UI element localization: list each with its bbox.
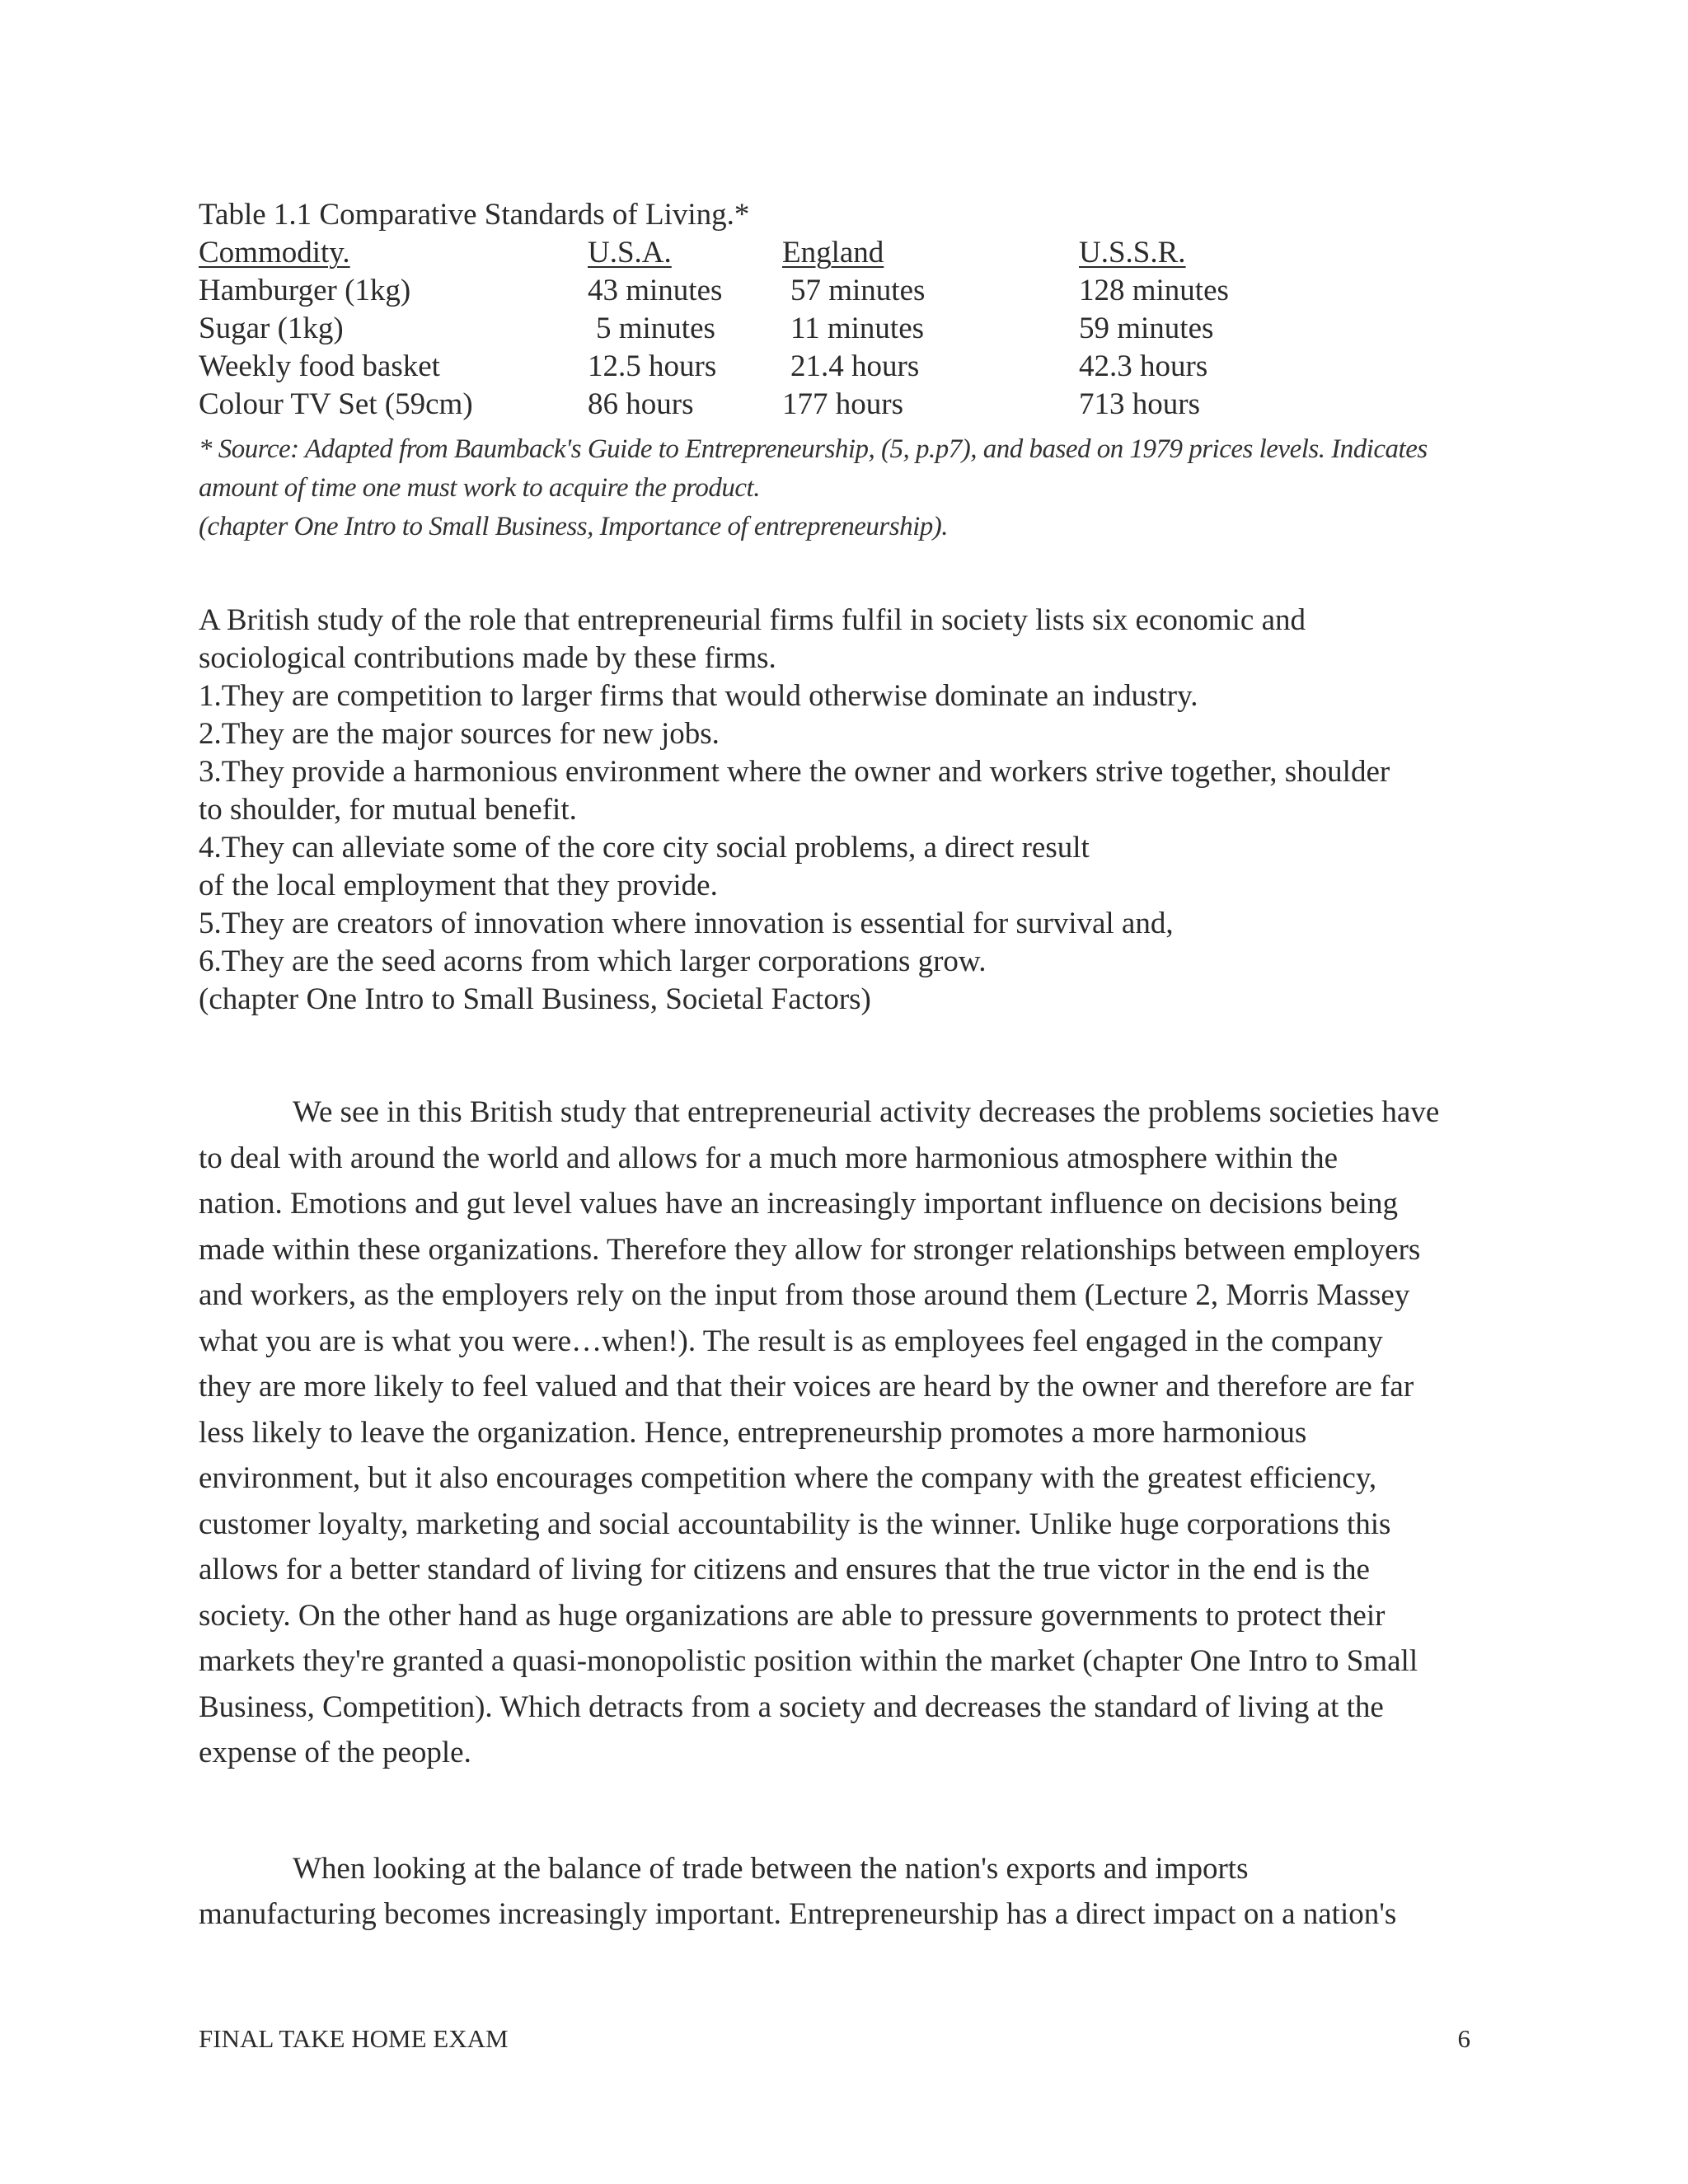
footer-title: FINAL TAKE HOME EXAM	[199, 2024, 509, 2053]
study-item: 2.They are the major sources for new jobs.	[199, 717, 720, 751]
table-cell: 57 minutes	[790, 274, 926, 307]
table-header-row	[199, 234, 1326, 272]
table-cell: Sugar (1kg)	[199, 312, 344, 345]
essay-paragraph-2	[199, 1846, 1484, 1937]
table-cell: 42.3 hours	[1079, 349, 1208, 383]
study-citation: (chapter One Intro to Small Business, Societal Factors)	[199, 982, 871, 1016]
table-cell: Weekly food basket	[199, 349, 440, 383]
study-item: to shoulder, for mutual benefit.	[199, 793, 577, 827]
paragraph-line: allows for a better standard of living for citizens and ensures that the true victor in the end is the	[199, 1553, 1370, 1586]
paragraph-line: made within these organizations. Therefore they allow for stronger relationships between employers	[199, 1232, 1421, 1267]
study-item: 4.They can alleviate some of the core city social problems, a direct result	[199, 831, 1090, 865]
header-england: England	[782, 236, 884, 269]
table-cell: 43 minutes	[588, 274, 723, 307]
table-cell: 177 hours	[782, 387, 903, 421]
table-cell: 59 minutes	[1079, 312, 1214, 345]
table-cell: 5 minutes	[596, 312, 715, 345]
study-item: 6.They are the seed acorns from which larger corporations grow.	[199, 944, 987, 978]
paragraph-line	[199, 1090, 1484, 1136]
paragraph-line: they are more likely to feel valued and that their voices are heard by the owner and therefore are far	[199, 1370, 1414, 1404]
standards-table	[199, 234, 1326, 424]
paragraph-line: what you are is what you were…when!). The result is as employees feel engaged in the company	[199, 1324, 1383, 1358]
paragraph-line: society. On the other hand as huge organizations are able to pressure governments to protect their	[199, 1598, 1386, 1633]
header-usa: U.S.A.	[588, 236, 672, 269]
table-row	[199, 348, 1326, 386]
table-cell: 21.4 hours	[790, 349, 920, 383]
paragraph-line: customer loyalty, marketing and social accountability is the winner. Unlike huge corporations this	[199, 1507, 1391, 1541]
header-commodity: Commodity.	[199, 236, 350, 269]
british-study-list	[199, 602, 1484, 1019]
table-caption: Table 1.1 Comparative Standards of Living.*	[199, 198, 750, 232]
note-line: (chapter One Intro to Small Business, Importance of entrepreneurship).	[199, 512, 949, 541]
paragraph-line	[199, 1846, 1484, 1891]
paragraph-line: environment, but it also encourages competition where the company with the greatest efficiency,	[199, 1461, 1377, 1495]
essay-paragraph-1	[199, 1090, 1484, 1776]
study-item: of the local employment that they provide.	[199, 869, 718, 902]
table-row	[199, 310, 1326, 348]
table-cell: Colour TV Set (59cm)	[199, 387, 473, 421]
study-line: A British study of the role that entrepreneurial firms fulfil in society lists six economic and	[199, 603, 1306, 637]
study-item: 5.They are creators of innovation where innovation is essential for survival and,	[199, 907, 1174, 940]
study-item: 1.They are competition to larger firms that would otherwise dominate an industry.	[199, 679, 1198, 713]
note-line: * Source: Adapted from Baumback's Guide to Entrepreneurship, (5, p.p7), and based on 1979 prices levels. Indicates	[199, 434, 1428, 464]
paragraph-line: markets they're granted a quasi-monopolistic position within the market (chapter One Intro to Small	[199, 1644, 1418, 1678]
paragraph-line: less likely to leave the organization. Hence, entrepreneurship promotes a more harmonious	[199, 1415, 1307, 1450]
table-row	[199, 272, 1326, 310]
paragraph-line: nation. Emotions and gut level values have an increasingly important influence on decisions being	[199, 1187, 1398, 1221]
header-ussr: U.S.S.R.	[1079, 236, 1186, 269]
note-line: amount of time one must work to acquire the product.	[199, 473, 760, 503]
table-cell: 11 minutes	[790, 312, 925, 345]
paragraph-text: We see in this British study that entrepreneurial activity decreases the problems societies have	[293, 1095, 1440, 1129]
paragraph-line: and workers, as the employers rely on the input from those around them (Lecture 2, Morris Massey	[199, 1278, 1410, 1312]
paragraph-text: When looking at the balance of trade between the nation's exports and imports	[293, 1852, 1249, 1886]
table-cell: 12.5 hours	[588, 349, 717, 383]
table-source-note	[199, 430, 1484, 546]
page-number: 6	[1457, 2024, 1470, 2053]
table-cell: 128 minutes	[1079, 274, 1229, 307]
paragraph-line: expense of the people.	[199, 1736, 471, 1769]
paragraph-line: to deal with around the world and allows for a much more harmonious atmosphere within the	[199, 1141, 1339, 1175]
table-cell: 713 hours	[1079, 387, 1200, 421]
table-cell: Hamburger (1kg)	[199, 274, 411, 307]
table-row	[199, 386, 1326, 424]
study-line: sociological contributions made by these firms.	[199, 641, 776, 675]
table-cell: 86 hours	[588, 387, 694, 421]
study-item: 3.They provide a harmonious environment where the owner and workers strive together, shoulder	[199, 755, 1390, 789]
paragraph-line: Business, Competition). Which detracts from a society and decreases the standard of living at the	[199, 1690, 1384, 1724]
paragraph-line: manufacturing becomes increasingly important. Entrepreneurship has a direct impact on a nation's	[199, 1897, 1397, 1931]
